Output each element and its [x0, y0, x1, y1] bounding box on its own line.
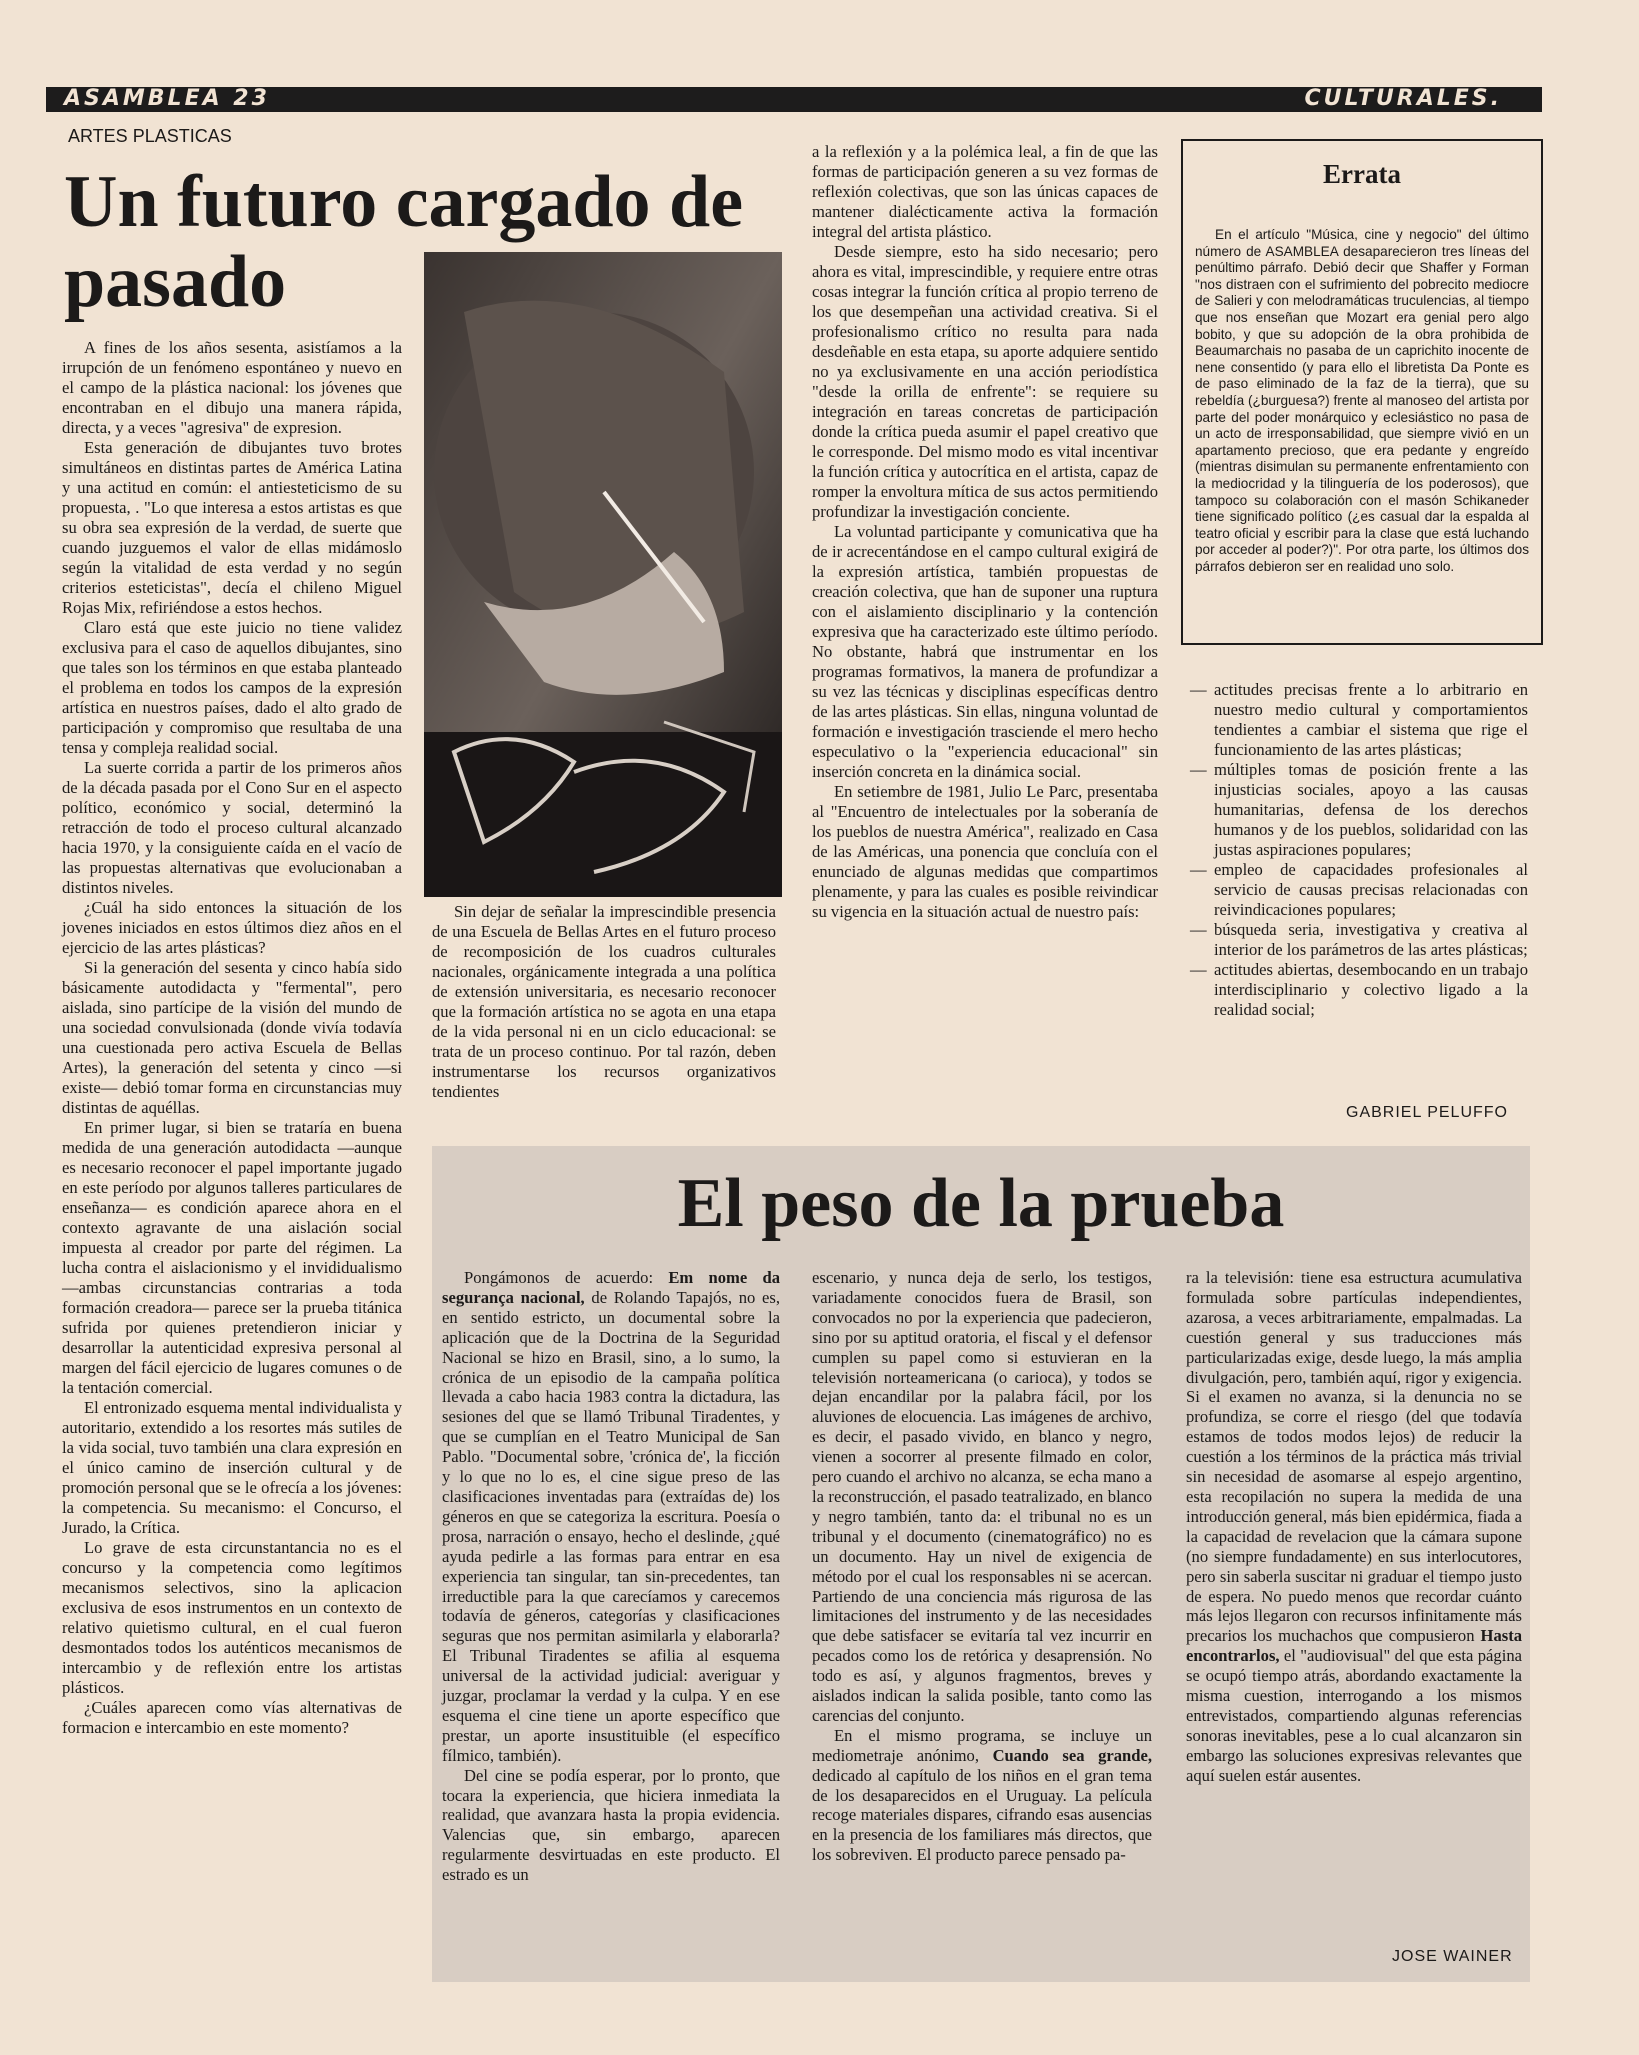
paragraph: La suerte corrida a partir de los primeros años de la década pasada por el Cono Sur en el aspecto político, económico y social, determinó la retracción de todo el proceso cultural alcanzado hacia 1970, y la consiguiente caída en el vacío de las propuestas alternativas que evolucionaban a distintos niveles.	[62, 758, 402, 897]
section-label: ARTES PLASTICAS	[68, 126, 232, 146]
errata-text: En el artículo "Música, cine y negocio" del último número de ASAMBLEA desaparecieron tres líneas del penúltimo párrafo. Debió decir que Shaffer y Forman "nos distraen con el sufrimiento del pobrecito mediocre de Salieri y con melodramáticas truculencias, al tiempo que nos enseñan que Mozart era genial pero algo bobito, y que su adopción de la obra prohibida de Beaumarchais no pasaba de un caprichito inocente de nene consentido (y para ello el libretista Da Ponte es de paso eliminado de la faz de la tierra), que su rebeldía (¿burguesa?) frente al manoseo del artista por parte del poder monárquico y eclesiástico no pasa de un acto de irresponsabilidad, que siempre vivió en un apartamento precioso, que era pedante y engreído (mientras disimulan su permanente enfrentamiento con la mediocridad y la tilinguería de los poderosos), que tampoco su colaboración con el masón Schikaneder tiene significado político (¿es casual dar la espalda al teatro oficial y escribir para la clase que está luchando por acceder al poder?)". Por otra parte, los últimos dos párrafos debieron ser en realidad uno solo.	[1195, 227, 1529, 574]
paragraph: Claro está que este juicio no tiene validez exclusiva para el caso de aquellos dibujantes, sino que tales son los términos en que estaba planteado el problema en todos los campos de la expresión artística en nuestros países, dado el alto grado de participación y compromiso que resultaba de una tensa y compleja realidad social.	[62, 618, 402, 757]
bullet-dash: —	[1190, 960, 1207, 979]
bullet-list	[1190, 680, 1528, 1020]
paragraph: A fines de los años sesenta, asistíamos a la irrupción de un fenómeno espontáneo y nuevo en el campo de la plástica nacional: los jóvenes que encontraban en el dibujo una manera rápida, directa, y a veces "agresiva" de expresion.	[62, 338, 402, 437]
paragraph: Sin dejar de señalar la imprescindible presencia de una Escuela de Bellas Artes en el futuro proceso de recomposición de los cuadros culturales nacionales, orgánicamente integrada a una política de extensión universitaria, es necesario reconocer que la formación artística no se agota en una etapa de la vida personal ni en un ciclo educacional: se trata de un proceso continuo. Por tal razón, deben instrumentarse los recursos organizativos tendientes	[432, 902, 776, 1101]
photo-image	[424, 252, 782, 897]
photo-hand-drawing	[424, 252, 782, 897]
paragraph: En setiembre de 1981, Julio Le Parc, presentaba al "Encuentro de intelectuales por la soberanía de los pueblos de nuestra América", realizado en Casa de las Américas, una ponencia que concluía con el enunciado de algunas medidas que compartimos plenamente, y para las cuales es posible reivindicar su vigencia en la situación actual de nuestro país:	[812, 782, 1158, 921]
paragraph	[442, 1268, 780, 1766]
bullet-text: empleo de capacidades profesionales al servicio de causas precisas relacionadas con reivindicaciones populares;	[1214, 860, 1528, 919]
page-header-left: ASAMBLEA 23	[64, 86, 270, 111]
article-2-column-3	[1186, 1268, 1522, 1786]
article-2-title: El peso de la prueba	[677, 1165, 1285, 1242]
text-run: dedicado al capítulo de los niños en el gran tema de los desaparecidos en el Uruguay. La película recoge materiales dispares, cifrando esas ausencias en la presencia de los familiares más directos, que los sobreviven. El producto parece pensado pa-	[812, 1765, 1152, 1865]
bullet-dash: —	[1190, 680, 1207, 699]
paragraph: Del cine se podía esperar, por lo pronto, que tocara la experiencia, que hiciera inmediata la realidad, que avanzara hasta la propia evidencia. Valencias que, sin embargo, aparecen regularmente desvirtuadas en este producto. El estrado es un	[442, 1765, 780, 1885]
author-byline-2: JOSE WAINER	[1392, 1948, 1513, 1965]
article-2-column-1	[442, 1268, 780, 1885]
bullet-dash: —	[1190, 760, 1207, 779]
article-title-line2: pasado	[64, 241, 287, 323]
article-title-line1: Un futuro cargado de	[64, 161, 744, 243]
article-column-3	[812, 142, 1158, 922]
list-item	[1190, 860, 1528, 920]
bullet-dash: —	[1190, 860, 1207, 879]
film-title: Cuando sea grande,	[992, 1745, 1153, 1765]
paragraph: Si la generación del sesenta y cinco había sido básicamente autodidacta y "fermental", pero aislada, sino partícipe de la visión del mundo de una sociedad convulsionada (donde vivía todavía una cuestionada pero activa Escuela de Bellas Artes), la generación del setenta y cinco —si existe— debió tomar forma en circunstancias muy distintas de aquéllas.	[62, 958, 402, 1117]
paragraph: Lo grave de esta circunstantancia no es el concurso y la competencia como legítimos mecanismos selectivos, sino la aplicacion exclusiva de esos instrumentos en un contexto de relativo quietismo cultural, en el cual fueron desmontados todos los auténticos mecanismos de intercambio y de reflexión entre los artistas plásticos.	[62, 1538, 402, 1697]
film-title: Hasta encontrarlos,	[1186, 1626, 1523, 1666]
list-item	[1190, 680, 1528, 760]
text-run: Pongámonos de acuerdo:	[464, 1268, 654, 1287]
text-run: En el mismo programa, se incluye un mediometraje anónimo,	[812, 1725, 1152, 1765]
text-run: ra la televisión: tiene esa estructura acumulativa formulada sobre partículas independientes, azarosa, a veces arbitrariamente, empalmadas. La cuestión general y sus traducciones más particularizadas exige, desde luego, la más amplia divulgación, pero, también aquí, rigor y exigencia. Si el examen no avanza, si la denuncia no se profundiza, se corre el riesgo (del que todavía estamos de todos modos lejos) de reducir la cuestión a los términos de la práctica más trivial sin necesidad de asomarse al espejo argentino, esta recopilación no supera la medida de una introducción general, más bien epidérmica, fiada a la capacidad de revelacion que la cámara supone (no siempre fundadamente) en sus interlocutores, pero sin saberla suscitar ni graduar el tiempo justo de espera. No puedo menos que recordar cuánto más lejos llegaron con recursos infinitamente más precarios los muchachos que compusieron	[1186, 1268, 1522, 1646]
paragraph: La voluntad participante y comunicativa que ha de ir acrecentándose en el campo cultural exigirá de la expresión artística, también propuestas de creación colectiva, que han de suponer una ruptura con el aislamiento disciplinario y la contención expresiva que ha caracterizado este último período. No obstante, habrá que instrumentar en los programas formativos, la manera de profundizar a su vez las técnicas y disciplinas específicas dentro de las artes plásticas. Sin ellas, ninguna voluntad de formación e investigación trasciende el mero hecho especulativo o la "experiencia educacional" sin inserción concreta en la dinámica social.	[812, 522, 1158, 781]
film-title: Em nome da segurança nacional,	[442, 1268, 780, 1307]
article-column-2	[432, 902, 776, 1102]
text-run: de Rolando Tapajós, no es, en sentido estricto, un documental sobre la aplicación que de la Doctrina de la Seguridad Nacional se hizo en Brasil, sino, a lo sumo, la crónica de un episodio de la campaña política llevada a cabo hacia 1983 contra la dictadura, las sesiones del que se llamó Tribunal Tiradentes, y que se cumplían en el Teatro Municipal de San Pablo. "Documental sobre, 'crónica de', la ficción y lo que no lo es, el cine sigue preso de las clasificaciones inventadas para (extraídas de) los géneros en que se categoriza la escritura. Poesía o prosa, narración o ensayo, hecho el deslinde, ¿qué ayuda pedirle a las formas para entrar en esa experiencia tan singular, tan sin-precedentes, tan irreductible para la que carecíamos y carecemos todavía de géneros, categorías y clasificaciones seguras que nos permitan asimilarla y elaborarla? El Tribunal Tiradentes se afilia al esquema universal de la actividad judicial: averiguar y juzgar, proclamar la verdad y la culpa. Y en ese esquema el cine tiene un aporte específico que prestar, un aporte insustituible (el específico fílmico, también).	[442, 1287, 780, 1765]
bullet-text: búsqueda seria, investigativa y creativa al interior de los parámetros de las artes plásticas;	[1214, 920, 1528, 959]
paragraph: escenario, y nunca deja de serlo, los testigos, variadamente conocidos fuera de Brasil, son convocados no por la experiencia que padecieron, sino por su aptitud oratoria, el fiscal y el defensor cumplen su papel como si estuvieran en la televisión norteamericana (o carioca), y todos se dejan encandilar por la palabra fácil, por los aluviones de elocuencia. Las imágenes de archivo, es decir, el pasado vivido, en blanco y negro, vienen a socorrer al presente filmado en color, pero cuando el archivo no alcanza, se echa mano a la reconstrucción, el pasado teatralizado, en blanco y negro también, tanto da: el tribunal no es un tribunal y el documento (cinematográfico) no es un documento. Hay un nivel de exigencia de método por el cual los responsables ni se acercan. Partiendo de una conciencia más rigurosa de las limitaciones del instrumento y de las necesidades que debe satisfacer se evitaría tal vez incurrir en pecados como los de retórica y desaprensión. No todo es así, y algunos fragmentos, breves y aislados indican la salida posible, tanto como las carencias del conjunto.	[812, 1268, 1152, 1725]
paragraph: Esta generación de dibujantes tuvo brotes simultáneos en distintas partes de América Latina y una actitud en común: el antiesteticismo de su propuesta, . "Lo que interesa a estos artistas es que su obra sea expresión de la verdad, de suerte que cuando juzguemos el valor de ellas midámoslo según la vitalidad de esta verdad y no según criterios esteticistas", decía el chileno Miguel Rojas Mix, refiriéndose a estos hechos.	[62, 438, 402, 617]
page-header-right: CULTURALES.	[1304, 86, 1502, 111]
paragraph	[1186, 1268, 1522, 1786]
list-item	[1190, 960, 1528, 1020]
paragraph: ¿Cuáles aparecen como vías alternativas de formacion e intercambio en este momento?	[62, 1698, 402, 1737]
bullet-text: actitudes precisas frente a lo arbitrario en nuestro medio cultural y comportamientos tendientes a cambiar el sistema que rige el funcionamiento de las artes plásticas;	[1214, 680, 1528, 759]
paragraph: Desde siempre, esto ha sido necesario; pero ahora es vital, imprescindible, y requiere entre otras cosas integrar la función crítica al propio terreno de los que desempeñan una actividad creativa. Si el profesionalismo crítico no resulta para nada desdeñable en esta etapa, su aporte adquiere sentido no ya exclusivamente en una acción periodística "desde la orilla de enfrente": se requiere su integración en tareas concretas de participación donde la crítica pueda asumir el papel creativo que le corresponde. Del mismo modo es vital incentivar la función crítica y autocrítica en el artista, capaz de romper la envoltura mítica de sus actos permitiendo profundizar la investigación conciente.	[812, 242, 1158, 521]
paragraph: ¿Cuál ha sido entonces la situación de los jovenes iniciados en estos últimos diez años en el ejercicio de las artes plásticas?	[62, 898, 402, 957]
paragraph: En primer lugar, si bien se trataría en buena medida de una generación autodidacta —aunque es necesario reconocer el papel importante jugado en este período por algunos talleres particulares de enseñanza— es condición aparece ahora en el contexto agravante de una aislación social impuesta al creador por parte del régimen. La lucha contra el aislacionismo y el invididualismo —ambas circunstancias contrarias a toda formación creadora— parece ser la prueba titánica sufrida por quienes pretendieron iniciar y desarrollar la autenticidad expresiva personal al margen del fácil ejercicio de lugares comunes o de la tentación comercial.	[62, 1118, 402, 1397]
list-item	[1190, 760, 1528, 860]
text-run: el "audiovisual" del que esta página se ocupó tiempo atrás, abordando exactamente la misma cuestion, interrogando a los mismos entrevistados, compartiendo algunas referencias sonoras inevitables, pese a lo cual alcanzaron sin embargo las soluciones expresivas relevantes que aquí suelen estár ausentes.	[1186, 1646, 1522, 1785]
paragraph: a la reflexión y a la polémica leal, a fin de que las formas de participación generen a su vez formas de reflexión colectivas, que son las únicas capaces de mantener dialécticamente activa la formación integral del artista plástico.	[812, 142, 1158, 241]
article-column-1	[62, 338, 402, 1738]
errata-box	[1181, 139, 1543, 645]
article-2-column-2	[812, 1268, 1152, 1865]
paragraph: El entronizado esquema mental individualista y autoritario, extendido a los resortes más sutiles de la vida social, tuvo también una clara expresión en el único camino de inserción cultural y de promoción personal que se le ofrecía a los jóvenes: la competencia. Su mecanismo: el Concurso, el Jurado, la Crítica.	[62, 1398, 402, 1537]
paragraph	[812, 1726, 1152, 1865]
page-header-bar	[46, 87, 1542, 112]
errata-title: Errata	[1323, 159, 1401, 189]
bullet-text: actitudes abiertas, desembocando en un trabajo interdisciplinario y colectivo ligado a la realidad social;	[1214, 960, 1528, 1019]
author-byline: GABRIEL PELUFFO	[1346, 1104, 1508, 1121]
bullet-dash: —	[1190, 920, 1207, 939]
list-item	[1190, 920, 1528, 960]
bullet-text: múltiples tomas de posición frente a las injusticias sociales, apoyo a las causas humanitarias, defensa de los derechos humanos y de los pueblos, solidaridad con las justas aspiraciones populares;	[1214, 760, 1528, 859]
errata-body	[1195, 227, 1529, 575]
